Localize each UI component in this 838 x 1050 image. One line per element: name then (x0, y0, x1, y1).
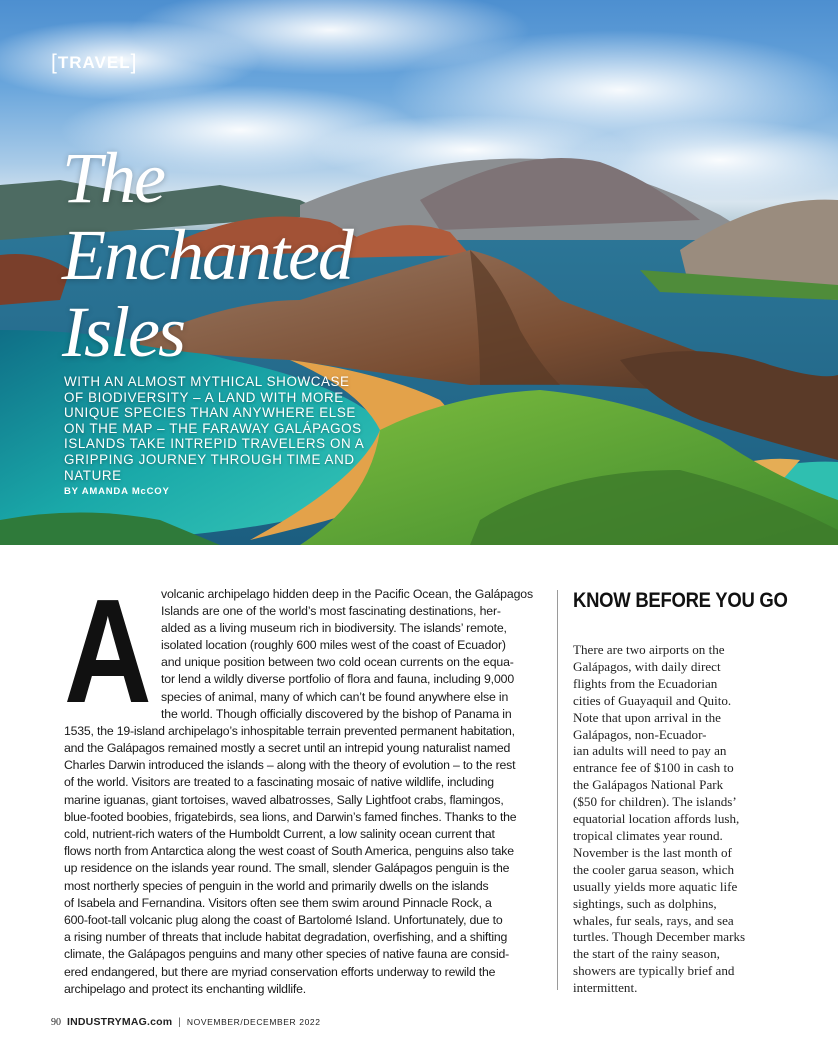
text-line: isolated location (roughly 600 miles west of the coast of Ecuador) (161, 638, 506, 653)
text-line: archipelago and protect its enchanting wildlife. (64, 981, 306, 996)
text-line: usually yields more aquatic life (573, 878, 738, 894)
text-line: ered endangered, but there are myriad conservation efforts underway to rewild the (64, 964, 496, 979)
text-line: Galápagos, with daily direct (573, 658, 721, 674)
body-paragraph (64, 723, 532, 998)
text-line: intermittent. (573, 980, 638, 996)
footer-separator: | (178, 1017, 181, 1028)
text-line: a rising number of threats that include habitat degradation, overfishing, and a shifting (64, 930, 508, 945)
issue-date: NOVEMBER/DECEMBER 2022 (186, 1017, 321, 1027)
title-line: Isles (62, 292, 184, 372)
page-footer (51, 1016, 321, 1028)
text-line: turtles. Though December marks (573, 929, 746, 945)
text-line: of Isabela and Fernandina. Visitors often see them swim around Pinnacle Rock, a (64, 895, 492, 910)
sidebar-know-before-you-go (573, 588, 788, 997)
drop-cap: A (64, 569, 152, 734)
text-line: showers are typically brief and (573, 963, 735, 979)
text-line: flights from the Ecuadorian (573, 675, 718, 691)
text-line: November is the last month of (573, 844, 732, 860)
sidebar-heading: KNOW BEFORE YOU GO (573, 589, 788, 612)
text-line: most northerly species of penguin in the world and primarily dwells on the islands (64, 878, 489, 893)
site-name: INDUSTRYMAG.com (67, 1016, 173, 1028)
text-line: the world. Though officially discovered by the bishop of Panama in (161, 706, 512, 721)
title-line: Enchanted (62, 215, 352, 295)
text-line: and the Galápagos remained mostly a secret until an intrepid young naturalist named (64, 740, 511, 755)
section-tag: [TRAVEL] (51, 51, 138, 74)
text-line: 600-foot-tall volcanic plug along the coast of Bartolomé Island. Unfortunately, due to (64, 912, 503, 927)
text-line: blue-footed boobies, frigatebirds, sea lions, and Darwin’s famed finches. Thanks to the (64, 809, 517, 824)
text-line: Islands are one of the world’s most fascinating destinations, her- (161, 604, 501, 619)
text-line: sightings, such as dolphins, (573, 895, 717, 911)
column-divider (557, 590, 558, 990)
sidebar-text (573, 642, 773, 997)
article-deck: WITH AN ALMOST MYTHICAL SHOWCASE OF BIODIVERSITY – A LAND WITH MORE UNIQUE SPECIES THAN ANYWHERE ELSE ON THE MAP – THE FARAWAY GALÁPAGOS ISLANDS TAKE INTREPID TRAVELERS ON A GRIPPING JOURNEY THROUGH TIME AND NATURE (64, 374, 364, 483)
text-line: cities of Guayaquil and Quito. (573, 692, 732, 708)
byline: BY AMANDA McCOY (64, 486, 170, 497)
text-line: up residence on the islands year round. The small, slender Galápagos penguin is the (64, 861, 510, 876)
text-line: the start of the rainy season, (573, 946, 720, 962)
text-line: of the world. Visitors are treated to a fascinating mosaic of native wildlife, including (64, 775, 494, 790)
text-line: ($50 for children). The islands’ (573, 794, 737, 810)
text-line: cold, nutrient-rich waters of the Humboldt Current, a low salinity ocean current that (64, 826, 495, 841)
text-line: Galápagos, non-Ecuador- (573, 726, 707, 742)
article-body (64, 569, 533, 998)
text-line: and unique position between two cold ocean currents on the equa- (161, 655, 514, 670)
text-line: the Galápagos National Park (573, 777, 724, 793)
text-line: whales, fur seals, rays, and sea (573, 912, 734, 928)
text-line: ian adults will need to pay an (573, 743, 727, 759)
text-line: equatorial location affords lush, (573, 811, 740, 827)
text-line: 1535, the 19-island archipelago’s inhospitable terrain prevented permanent habitation, (64, 723, 515, 738)
title-line: The (62, 138, 164, 218)
text-line: species of animal, many of which can’t be found anywhere else in (161, 689, 509, 704)
text-line: volcanic archipelago hidden deep in the Pacific Ocean, the Galápagos (161, 587, 533, 601)
text-line: flows north from Antarctica along the west coast of South America, penguins also take (64, 844, 514, 859)
text-line: entrance fee of $100 in cash to (573, 760, 734, 776)
article-title (62, 140, 352, 371)
text-line: climate, the Galápagos penguins and many other species of native fauna are consid- (64, 947, 510, 962)
text-line: alded as a living museum rich in biodiversity. The islands’ remote, (161, 621, 507, 636)
text-line: tropical climates year round. (573, 827, 723, 843)
text-line: Charles Darwin introduced the islands – along with the theory of evolution – to the rest (64, 758, 516, 773)
text-line: There are two airports on the (573, 642, 725, 657)
text-line: marine iguanas, giant tortoises, waved albatrosses, Sally Lightfoot crabs, flamingos, (64, 792, 504, 807)
page-number: 90 (51, 1017, 61, 1028)
text-line: the cooler garua season, which (573, 861, 735, 877)
text-line: tor lend a wildly diverse portfolio of flora and fauna, including 9,000 (161, 672, 515, 687)
text-line: Note that upon arrival in the (573, 709, 721, 725)
